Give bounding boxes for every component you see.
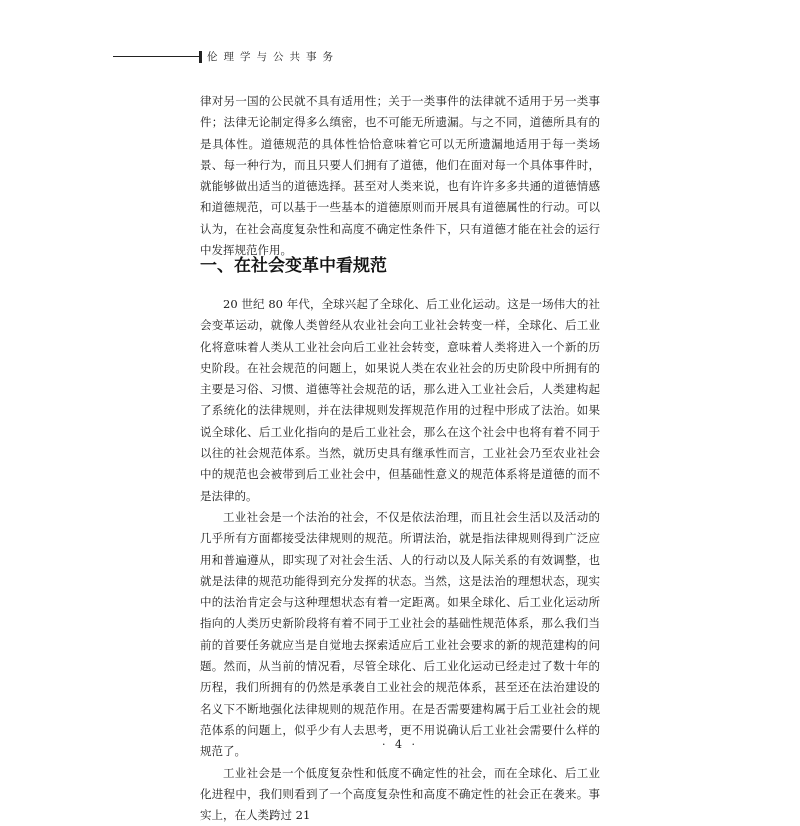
page-number: · 4 · (382, 738, 418, 751)
section-heading: 一、在社会变革中看规范 (200, 256, 387, 276)
intro-paragraph: 律对另一国的公民就不具有适用性；关于一类事件的法律就不适用于另一类事件；法律无论制定得多么缜密，也不可能无所遗漏。与之不同，道德所具有的是具体性。道德规范的具体性恰恰意味着它可以无所遗漏地适用于每一类场景、每一种行为，而且只要人们拥有了道德，他们在面对每一个具体事件时，就能够做出适当的道德选择。甚至对人类来说，也有许许多多共通的道德情感和道德规范，可以基于一些基本的道德原则而开展具有道德属性的行动。可以认为，在社会高度复杂性和高度不确定性条件下，只有道德才能在社会的运行中发挥规范作用。 (200, 94, 600, 258)
section-paragraph-3: 工业社会是一个低度复杂性和低度不确定性的社会，而在全球化、后工业化进程中，我们则看到了一个高度复杂性和高度不确定性的社会正在袭来。事实上，在人类跨过 21 (200, 765, 600, 823)
header-marker (199, 51, 202, 63)
section-paragraph-1: 20 世纪 80 年代，全球兴起了全球化、后工业化运动。这是一场伟大的社会变革运动，就像人类曾经从农业社会向工业社会转变一样，全球化、后工业化将意味着人类从工业社会向后工业社会转变，意味着人类将进入一个新的历史阶段。在社会规范的问题上，如果说人类在农业社会的历史阶段中所拥有的主要是习俗、习惯、道德等社会规范的话，那么进入工业社会后，人类建构起了系统化的法律规则，并在法律规则发挥规范作用的过程中形成了法治。如果说全球化、后工业化指向的是后工业社会，那么在这个社会中也将有着不同于以往的社会规范体系。当然，就历史具有继承性而言，工业社会乃至农业社会中的规范也会被带到后工业社会中，但基础性意义的规范体系将是道德的而不是法律的。 (200, 297, 600, 503)
section-paragraph-2: 工业社会是一个法治的社会，不仅是依法治理，而且社会生活以及活动的几乎所有方面都接受法律规则的规范。所谓法治，就是指法律规则得到广泛应用和普遍遵从，即实现了对社会生活、人的行动以及人际关系的有效调整，也就是法律的规范功能得到充分发挥的状态。当然，这是法治的理想状态，现实中的法治肯定会与这种理想状态有着一定距离。如果全球化、后工业化运动所指向的人类历史新阶段将有着不同于工业社会的基础性规范体系，那么我们当前的首要任务就应当是自觉地去探索适应后工业社会要求的新的规范建构的问题。然而，从当前的情况看，尽管全球化、后工业化运动已经走过了数十年的历程，我们所拥有的仍然是承袭自工业社会的规范体系，甚至还在法治建设的名义下不断地强化法律规则的规范作用。在是否需要建构属于后工业社会的规范体系的问题上，似乎少有人去思考，更不用说确认后工业社会需要什么样的规范了。 (200, 509, 600, 759)
running-title: 伦理学与公共事务 (207, 51, 339, 63)
header-rule (113, 56, 199, 57)
